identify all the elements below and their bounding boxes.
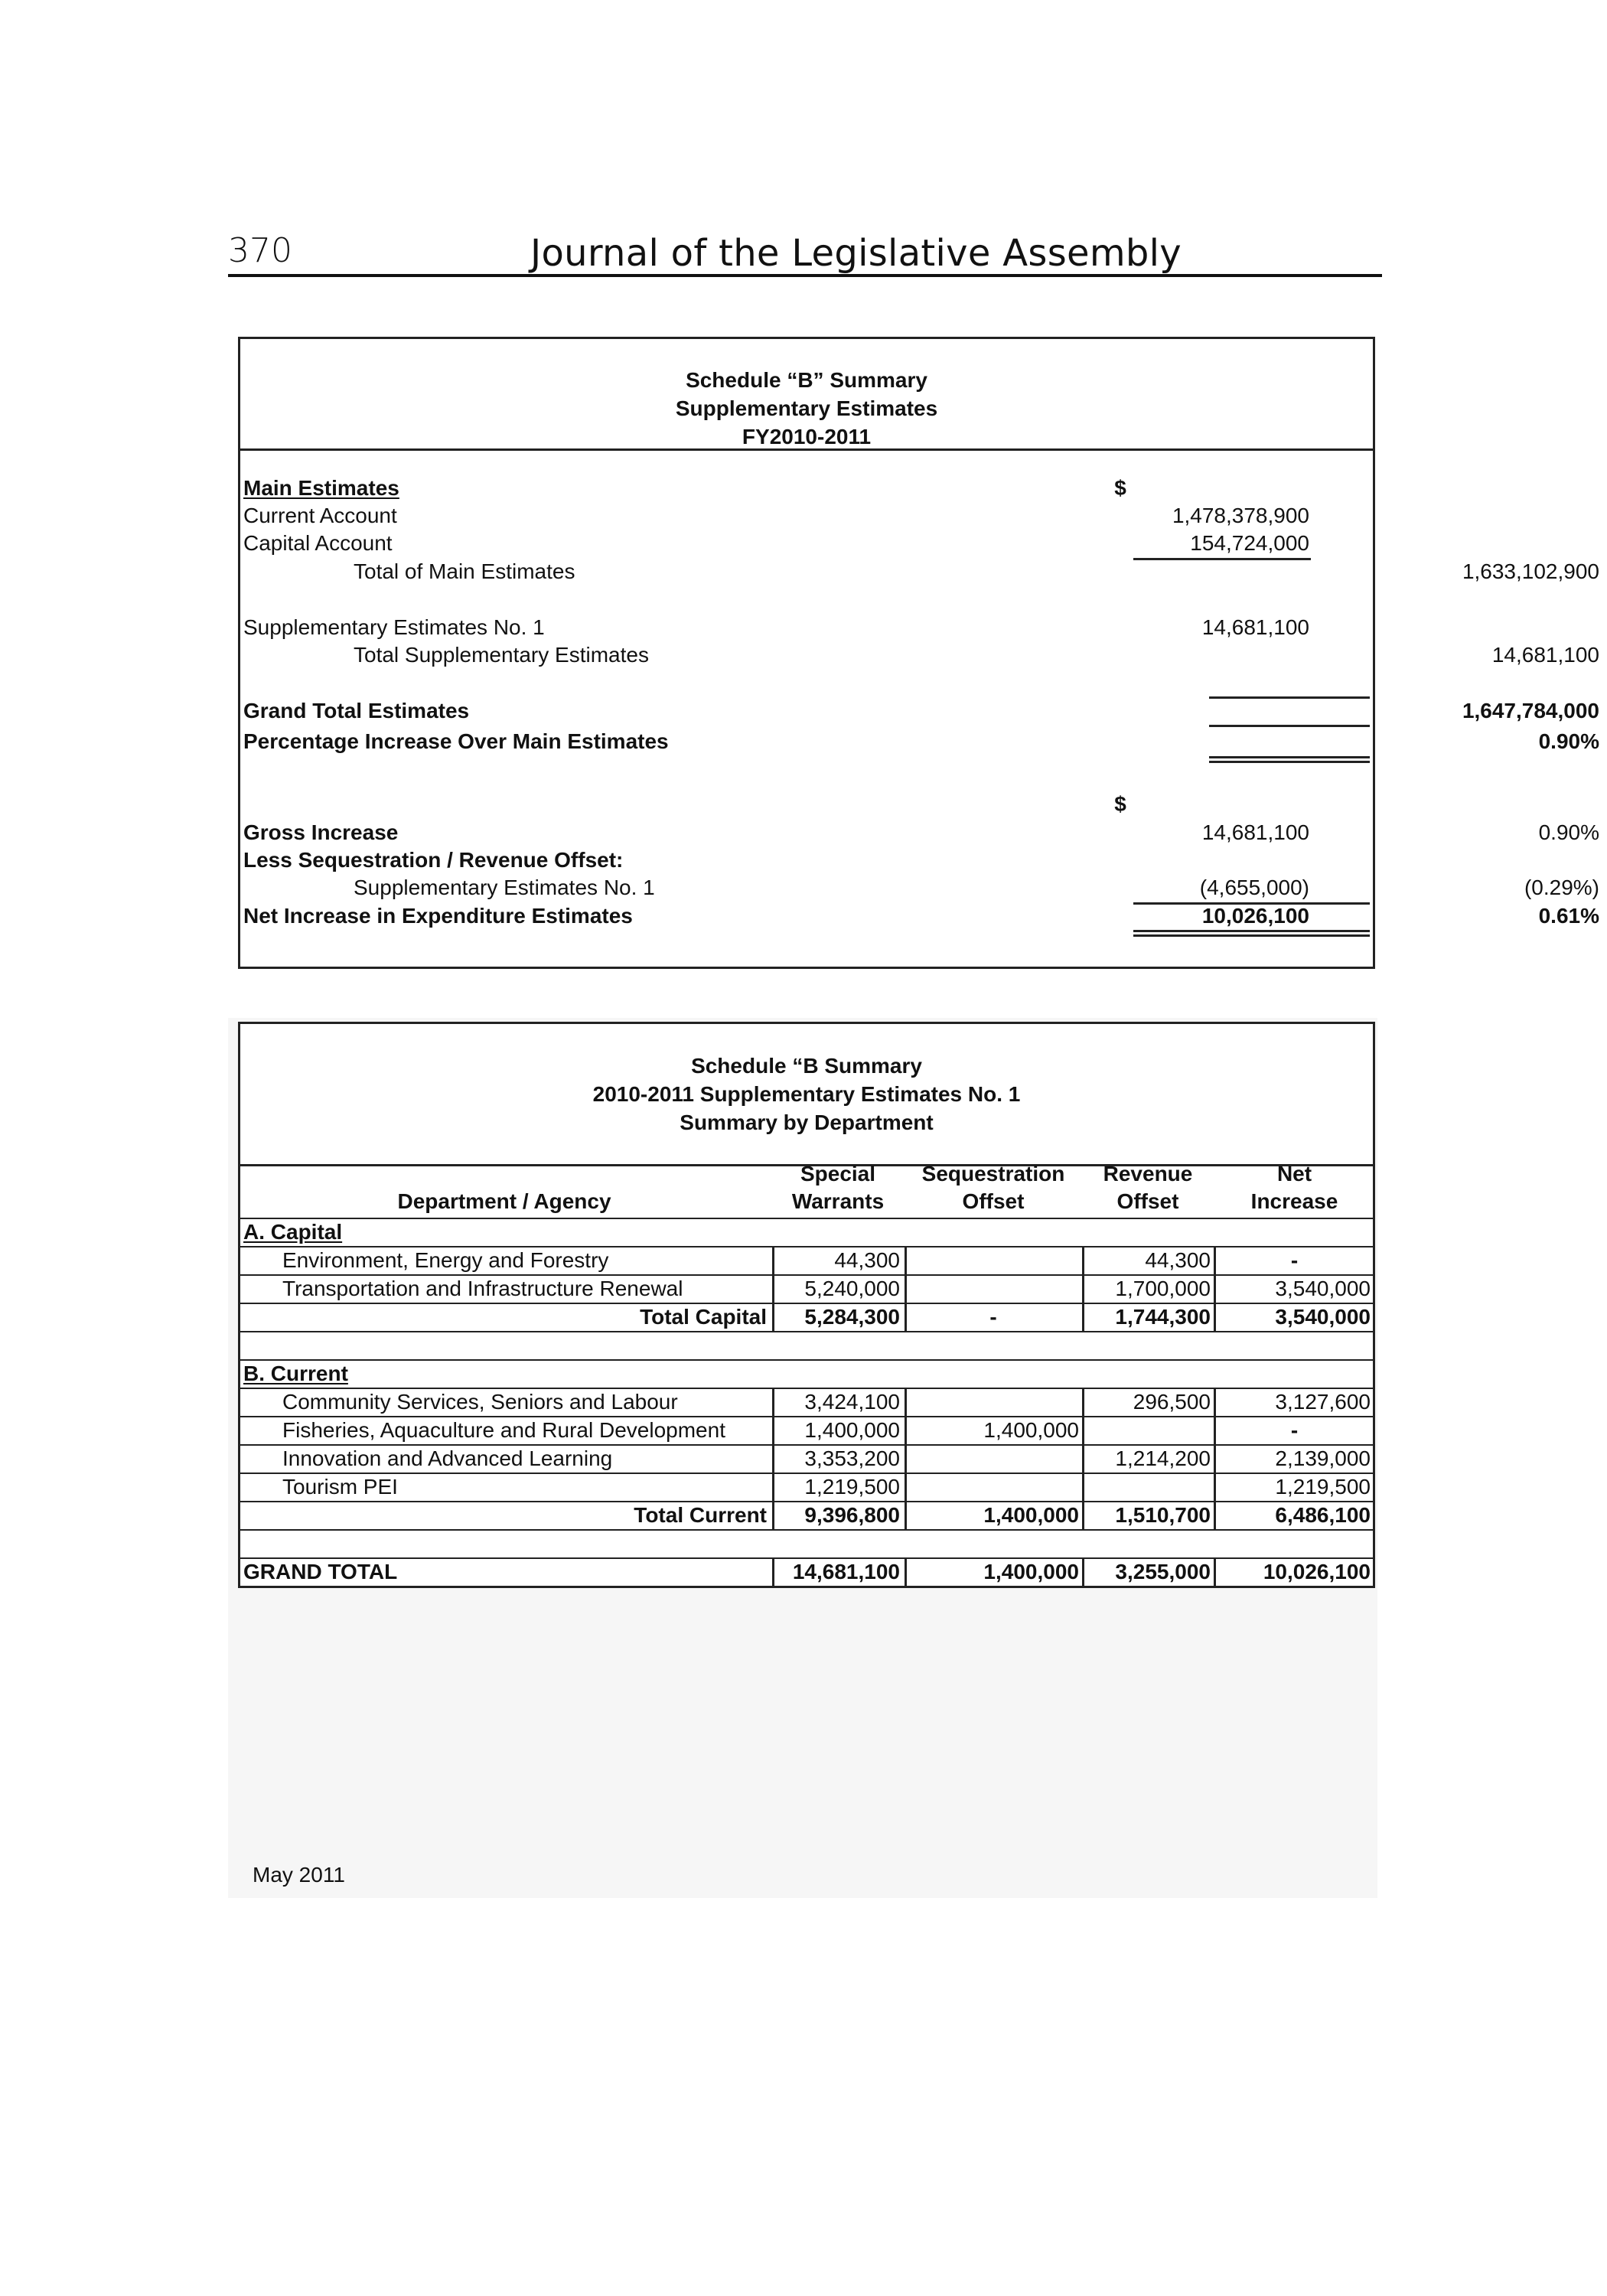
offset-value: (4,655,000) (1199, 876, 1309, 899)
row-rev: 1,214,200 (1115, 1446, 1211, 1470)
page-number: 370 (228, 231, 292, 270)
col-divider (905, 1388, 907, 1530)
col-divider (1214, 1557, 1216, 1586)
col-divider (1082, 1557, 1084, 1586)
net-increase-label: Net Increase in Expenditure Estimates (243, 904, 633, 928)
less-offset-label: Less Sequestration / Revenue Offset: (243, 848, 624, 872)
main-estimates-heading: Main Estimates (243, 476, 399, 500)
offset-label: Supplementary Estimates No. 1 (354, 876, 655, 899)
schedule1-title-line-2: Supplementary Estimates (675, 396, 938, 420)
pct-increase-value: 0.90% (1538, 729, 1599, 753)
grand-total-value: 1,647,784,000 (1462, 699, 1599, 722)
capital-heading: A. Capital (243, 1220, 343, 1244)
col-rev-1: Revenue (1103, 1162, 1193, 1186)
total-supp-value: 14,681,100 (1491, 643, 1599, 667)
total-main-label: Total of Main Estimates (354, 559, 575, 583)
journal-title: Journal of the Legislative Assembly (530, 232, 1182, 275)
row-net: 2,139,000 (1275, 1446, 1371, 1470)
col-divider (905, 1557, 907, 1586)
running-header (228, 220, 1382, 277)
currency-symbol: $ (1114, 476, 1126, 500)
row-dept: Transportation and Infrastructure Renewal (282, 1277, 683, 1300)
col-rev-2: Offset (1116, 1189, 1179, 1213)
col-divider (772, 1557, 774, 1586)
gross-increase-pct: 0.90% (1538, 820, 1599, 844)
col-special-2: Warrants (791, 1189, 885, 1213)
current-account-label: Current Account (243, 504, 397, 527)
rule (240, 1331, 1373, 1332)
net-increase-value: 10,026,100 (1201, 904, 1309, 928)
schedule2-title-line-3: Summary by Department (680, 1110, 934, 1134)
gross-increase-value: 14,681,100 (1201, 820, 1309, 844)
total-main-value: 1,633,102,900 (1462, 559, 1599, 583)
col-special-1: Special (800, 1162, 876, 1186)
grand-total-special: 14,681,100 (792, 1560, 900, 1583)
total-capital-special: 5,284,300 (804, 1305, 900, 1329)
total-capital-label: Total Capital (640, 1305, 767, 1329)
row-rev: 296,500 (1133, 1390, 1211, 1414)
row-rev: 1,700,000 (1115, 1277, 1211, 1300)
total-supp-label: Total Supplementary Estimates (354, 643, 649, 667)
pct-rule-2 (1209, 761, 1370, 763)
grand-total-rev: 3,255,000 (1115, 1560, 1211, 1583)
rule (240, 1529, 1373, 1531)
row-special: 1,400,000 (804, 1418, 900, 1442)
net-rule-bottom-2b (1209, 934, 1370, 937)
schedule1-title-line-3: FY2010-2011 (742, 425, 872, 448)
row-special: 1,219,500 (804, 1475, 900, 1499)
current-heading: B. Current (243, 1362, 348, 1385)
row-dept: Environment, Energy and Forestry (282, 1248, 609, 1272)
col-department: Department / Agency (397, 1189, 611, 1213)
col-divider (1082, 1388, 1084, 1530)
row-dept: Innovation and Advanced Learning (282, 1446, 613, 1470)
col-divider (1082, 1246, 1084, 1332)
pct-rule-1 (1209, 756, 1370, 758)
row-net: - (1290, 1418, 1299, 1442)
col-divider (772, 1246, 774, 1332)
supp-no1-value: 14,681,100 (1201, 615, 1309, 639)
summary-by-department-box (238, 1022, 1375, 1588)
col-seq-2: Offset (962, 1189, 1025, 1213)
grand-total-net: 10,026,100 (1263, 1560, 1371, 1583)
row-dept: Community Services, Seniors and Labour (282, 1390, 678, 1414)
current-account-value: 1,478,378,900 (1172, 504, 1309, 527)
total-capital-net: 3,540,000 (1275, 1305, 1371, 1329)
col-divider (1214, 1388, 1216, 1530)
footer-date: May 2011 (253, 1863, 345, 1887)
row-rev: 44,300 (1145, 1248, 1211, 1272)
total-capital-rev: 1,744,300 (1115, 1305, 1211, 1329)
total-current-special: 9,396,800 (804, 1503, 900, 1527)
rule (240, 1359, 1373, 1361)
row-seq: 1,400,000 (983, 1418, 1079, 1442)
row-special: 3,424,100 (804, 1390, 900, 1414)
currency-symbol-2: $ (1114, 792, 1126, 816)
schedule2-title-line-1: Schedule “B Summary (691, 1054, 922, 1078)
capital-account-value: 154,724,000 (1190, 531, 1309, 555)
col-net-2: Increase (1250, 1189, 1338, 1213)
total-current-label: Total Current (634, 1503, 767, 1527)
schedule1-title (240, 339, 1373, 451)
schedule2-title (240, 1024, 1373, 1166)
total-current-rev: 1,510,700 (1115, 1503, 1211, 1527)
net-increase-pct: 0.61% (1538, 904, 1599, 928)
row-net: 3,127,600 (1275, 1390, 1371, 1414)
schedule2-title-line-2: 2010-2011 Supplementary Estimates No. 1 (592, 1082, 1021, 1106)
row-special: 5,240,000 (804, 1277, 900, 1300)
row-special: 3,353,200 (804, 1446, 900, 1470)
row-special: 44,300 (834, 1248, 900, 1272)
rule (240, 1218, 1373, 1219)
schedule1-title-line-1: Schedule “B” Summary (686, 368, 927, 392)
total-current-net: 6,486,100 (1275, 1503, 1371, 1527)
row-dept: Fisheries, Aquaculture and Rural Development (282, 1418, 725, 1442)
grand-total-seq: 1,400,000 (983, 1560, 1079, 1583)
grand-total-label: Grand Total Estimates (243, 699, 470, 722)
col-divider (772, 1388, 774, 1530)
grand-total-label: GRAND TOTAL (243, 1560, 398, 1583)
grand-total-rule-bottom (1209, 725, 1370, 727)
capital-account-label: Capital Account (243, 531, 393, 555)
offset-pct: (0.29%) (1524, 876, 1599, 899)
net-rule-bottom-2a (1209, 930, 1370, 932)
pct-increase-label: Percentage Increase Over Main Estimates (243, 729, 669, 753)
supp-no1-label: Supplementary Estimates No. 1 (243, 615, 545, 639)
col-seq-1: Sequestration (921, 1162, 1065, 1186)
gross-increase-label: Gross Increase (243, 820, 399, 844)
total-capital-seq: - (989, 1305, 997, 1329)
row-net: 3,540,000 (1275, 1277, 1371, 1300)
row-net: 1,219,500 (1275, 1475, 1371, 1499)
schedule-b-summary-box (238, 337, 1599, 969)
total-current-seq: 1,400,000 (983, 1503, 1079, 1527)
row-net: - (1290, 1248, 1299, 1272)
col-net-1: Net (1276, 1162, 1312, 1186)
row-dept: Tourism PEI (282, 1475, 398, 1499)
